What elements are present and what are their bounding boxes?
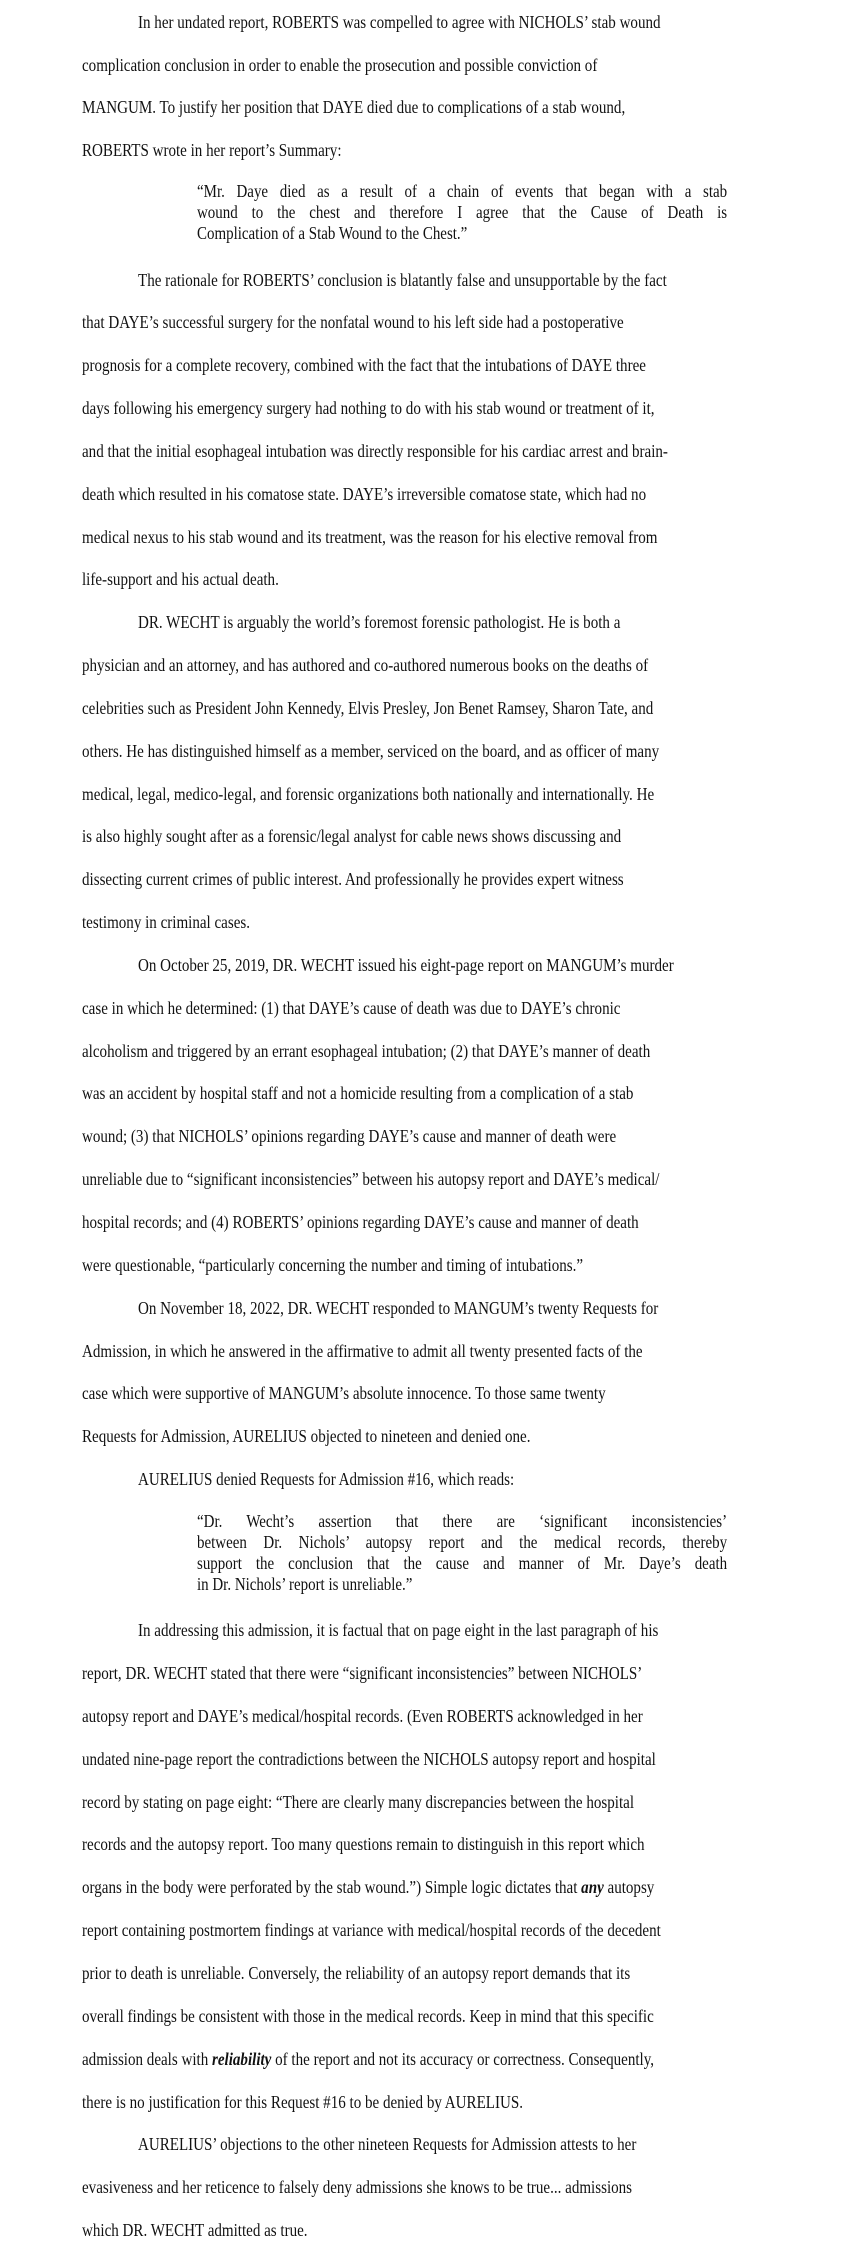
text-line: complication conclusion in order to enable the prosecution and possible conviction of <box>82 55 598 75</box>
text-line: autopsy report and DAYE’s medical/hospital records. (Even ROBERTS acknowledged in her <box>82 1706 643 1726</box>
text-line: Requests for Admission, AURELIUS objected to nineteen and denied one. <box>82 1426 531 1446</box>
text-line: testimony in criminal cases. <box>82 912 251 932</box>
text-line: death which resulted in his comatose state. DAYE’s irreversible comatose state, which had no <box>82 484 647 504</box>
quote-line: support the conclusion that the cause and manner of Mr. Daye’s death <box>197 1553 728 1573</box>
text-line: AURELIUS denied Requests for Admission #16, which reads: <box>138 1469 515 1489</box>
quote-line: wound to the chest and therefore I agree that the Cause of Death is <box>197 202 728 222</box>
text-line: prior to death is unreliable. Conversely, the reliability of an autopsy report demands that its <box>82 1963 631 1983</box>
text-line <box>82 2049 654 2069</box>
text-line: days following his emergency surgery had nothing to do with his stab wound or treatment of it, <box>82 398 655 418</box>
text-line: record by stating on page eight: “There are clearly many discrepancies between the hospital <box>82 1792 635 1812</box>
text-line: is also highly sought after as a forensic/legal analyst for cable news shows discussing and <box>82 826 622 846</box>
text-line: was an accident by hospital staff and not a homicide resulting from a complication of a stab <box>82 1083 634 1103</box>
text-line: DR. WECHT is arguably the world’s foremost forensic pathologist. He is both a <box>138 612 621 632</box>
quote-line: in Dr. Nichols’ report is unreliable.” <box>197 1574 413 1594</box>
text-line: On October 25, 2019, DR. WECHT issued his eight-page report on MANGUM’s murder <box>138 955 674 975</box>
blockquote-request-16 <box>197 1511 727 1595</box>
text-line: which DR. WECHT admitted as true. <box>82 2220 308 2240</box>
text-line: hospital records; and (4) ROBERTS’ opinions regarding DAYE’s cause and manner of death <box>82 1212 639 1232</box>
text-line: The rationale for ROBERTS’ conclusion is blatantly false and unsupportable by the fact <box>138 270 667 290</box>
text-line: overall findings be consistent with those in the medical records. Keep in mind that this specific <box>82 2006 654 2026</box>
text-line: there is no justification for this Request #16 to be denied by AURELIUS. <box>82 2092 523 2112</box>
emphasis-reliability: reliability <box>212 2049 272 2069</box>
quote-line: “Dr. Wecht’s assertion that there are ‘significant inconsistencies’ <box>197 1511 728 1531</box>
text-line: medical, legal, medico-legal, and forensic organizations both nationally and internationally. He <box>82 784 655 804</box>
text-line: and that the initial esophageal intubation was directly responsible for his cardiac arrest and brain- <box>82 441 668 461</box>
text-line: MANGUM. To justify her position that DAYE died due to complications of a stab wound, <box>82 97 626 117</box>
text-line: case in which he determined: (1) that DAYE’s cause of death was due to DAYE’s chronic <box>82 998 621 1018</box>
text-line: prognosis for a complete recovery, combined with the fact that the intubations of DAYE three <box>82 355 646 375</box>
text-line: wound; (3) that NICHOLS’ opinions regarding DAYE’s cause and manner of death were <box>82 1126 617 1146</box>
text-line: that DAYE’s successful surgery for the nonfatal wound to his left side had a postoperative <box>82 312 624 332</box>
text-line: unreliable due to “significant inconsistencies” between his autopsy report and DAYE’s medical/ <box>82 1169 660 1189</box>
text-line: On November 18, 2022, DR. WECHT responded to MANGUM’s twenty Requests for <box>138 1298 659 1318</box>
text-line: undated nine-page report the contradictions between the NICHOLS autopsy report and hospital <box>82 1749 656 1769</box>
text-line: case which were supportive of MANGUM’s absolute innocence. To those same twenty <box>82 1383 606 1403</box>
text-line: life-support and his actual death. <box>82 569 279 589</box>
text-line: were questionable, “particularly concerning the number and timing of intubations.” <box>82 1255 584 1275</box>
text-line: records and the autopsy report. Too many questions remain to distinguish in this report which <box>82 1834 645 1854</box>
text-line: dissecting current crimes of public interest. And professionally he provides expert witness <box>82 869 624 889</box>
text-run: organs in the body were perforated by the stab wound.”) Simple logic dictates that <box>82 1877 582 1897</box>
text-line: report, DR. WECHT stated that there were “significant inconsistencies” between NICHOLS’ <box>82 1663 643 1683</box>
text-line: alcoholism and triggered by an errant esophageal intubation; (2) that DAYE’s manner of death <box>82 1041 651 1061</box>
text-line: celebrities such as President John Kennedy, Elvis Presley, Jon Benet Ramsey, Sharon Tate, and <box>82 698 654 718</box>
text-run: admission deals with <box>82 2049 213 2069</box>
text-line: In addressing this admission, it is factual that on page eight in the last paragraph of his <box>138 1620 659 1640</box>
text-line: Admission, in which he answered in the affirmative to admit all twenty presented facts of the <box>82 1341 643 1361</box>
text-line: evasiveness and her reticence to falsely deny admissions she knows to be true... admissions <box>82 2177 633 2197</box>
quote-line: Complication of a Stab Wound to the Chest.” <box>197 223 468 243</box>
text-run: of the report and not its accuracy or correctness. Consequently, <box>271 2049 655 2069</box>
quote-line: “Mr. Daye died as a result of a chain of events that began with a stab <box>197 181 728 201</box>
emphasis-any: any <box>581 1877 604 1897</box>
text-line: AURELIUS’ objections to the other nineteen Requests for Admission attests to her <box>138 2134 637 2154</box>
blockquote-roberts-summary <box>197 181 727 244</box>
text-line: report containing postmortem findings at variance with medical/hospital records of the decedent <box>82 1920 661 1940</box>
text-run: autopsy <box>603 1877 655 1897</box>
text-line: In her undated report, ROBERTS was compelled to agree with NICHOLS’ stab wound <box>138 12 661 32</box>
quote-line: between Dr. Nichols’ autopsy report and the medical records, thereby <box>197 1532 728 1552</box>
text-line: ROBERTS wrote in her report’s Summary: <box>82 140 342 160</box>
text-line: physician and an attorney, and has authored and co-authored numerous books on the deaths of <box>82 655 649 675</box>
text-line: others. He has distinguished himself as a member, serviced on the board, and as officer of many <box>82 741 660 761</box>
text-line <box>82 1877 654 1897</box>
text-line: medical nexus to his stab wound and its treatment, was the reason for his elective removal from <box>82 527 658 547</box>
